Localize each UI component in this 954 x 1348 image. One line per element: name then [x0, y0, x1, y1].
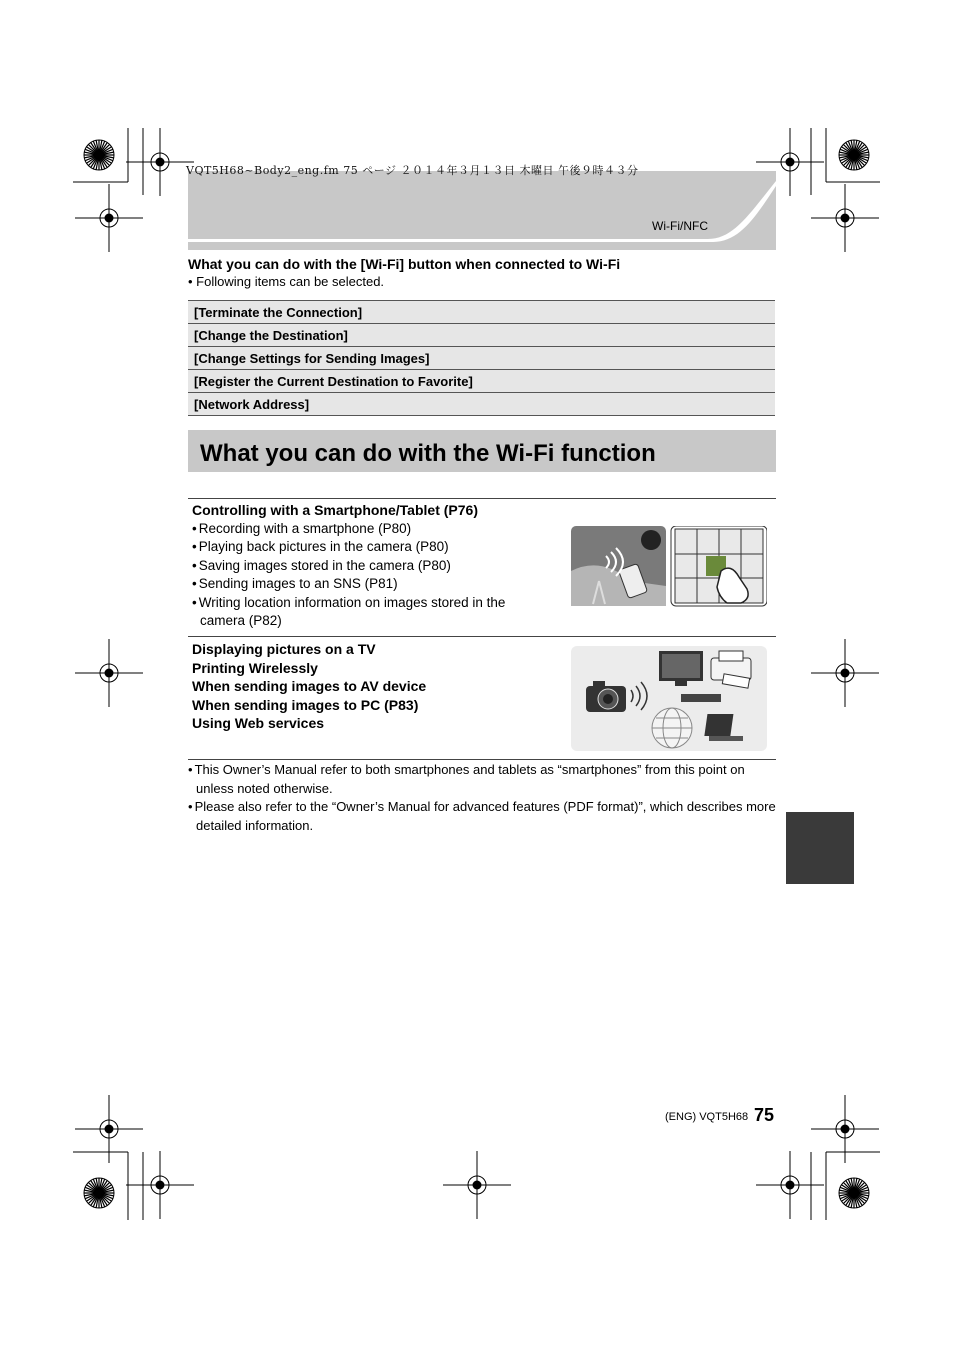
table-row [188, 301, 775, 324]
registration-mark-icon [811, 184, 879, 252]
starburst-target-icon [84, 1178, 114, 1208]
list-item: When sending images to PC (P83) [192, 696, 419, 713]
divider [188, 759, 776, 760]
registration-mark-icon [75, 1095, 143, 1163]
registration-mark-icon [75, 184, 143, 252]
starburst-target-icon [84, 140, 114, 170]
table-row [188, 370, 775, 393]
wifi-button-heading: What you can do with the [Wi-Fi] button when connected to Wi-Fi [188, 256, 621, 272]
table-row [188, 393, 775, 416]
footnote: • Please also refer to the “Owner’s Manual for advanced features (PDF format)”, which describes more detailed information. [188, 798, 778, 835]
menu-item: [Change the Destination] [188, 324, 775, 347]
starburst-target-icon [839, 1178, 869, 1208]
registration-mark-icon [811, 639, 879, 707]
device-feature-list [192, 640, 426, 733]
header-curve [188, 171, 776, 250]
registration-mark-icon [126, 128, 194, 196]
print-file-info: VQT5H68~Body2_eng.fm 75 ページ ２０１４年３月１３日 木曜日 午後９時４３分 [186, 164, 639, 177]
menu-item: [Change Settings for Sending Images] [188, 347, 775, 370]
table-row [188, 324, 775, 347]
divider [188, 498, 776, 499]
wifi-devices-illustration [571, 646, 767, 751]
list-item: Displaying pictures on a TV [192, 641, 376, 657]
footnote: • This Owner’s Manual refer to both smartphones and tablets as “smartphones” from this point on unless noted otherwise. [188, 761, 778, 798]
list-item: • Recording with a smartphone (P80) [192, 520, 532, 538]
section-label: Wi-Fi/NFC [652, 219, 708, 233]
table-row [188, 347, 775, 370]
section-title: What you can do with the Wi-Fi function [200, 440, 656, 467]
list-item: Using Web services [192, 715, 325, 731]
list-item: Printing Wirelessly [192, 659, 318, 676]
registration-mark-icon [126, 1151, 194, 1219]
footnotes [188, 761, 778, 835]
starburst-target-icon [839, 140, 869, 170]
divider [188, 636, 776, 637]
list-item: • Writing location information on images stored in the camera (P82) [192, 594, 532, 631]
list-item: When sending images to AV device [192, 678, 427, 694]
wifi-button-note: • Following items can be selected. [188, 274, 385, 289]
wifi-button-menu-table [188, 300, 775, 416]
registration-mark-icon [756, 1151, 824, 1219]
registration-mark-icon [443, 1151, 511, 1219]
smartphone-heading: Controlling with a Smartphone/Tablet (P76) [192, 502, 478, 518]
registration-mark-icon [75, 639, 143, 707]
list-item: • Saving images stored in the camera (P80) [192, 557, 532, 575]
list-item: • Sending images to an SNS (P81) [192, 575, 532, 593]
chapter-tab [786, 812, 854, 884]
smartphone-control-illustration [571, 526, 767, 607]
footer-code: (ENG) VQT5H68 [665, 1111, 749, 1123]
menu-item: [Register the Current Destination to Favorite] [188, 370, 775, 393]
smartphone-feature-list [192, 520, 532, 630]
registration-mark-icon [811, 1095, 879, 1163]
menu-item: [Terminate the Connection] [188, 301, 775, 324]
page-number: 75 [754, 1105, 775, 1125]
list-item: • Playing back pictures in the camera (P80) [192, 538, 532, 556]
menu-item: [Network Address] [188, 393, 775, 416]
